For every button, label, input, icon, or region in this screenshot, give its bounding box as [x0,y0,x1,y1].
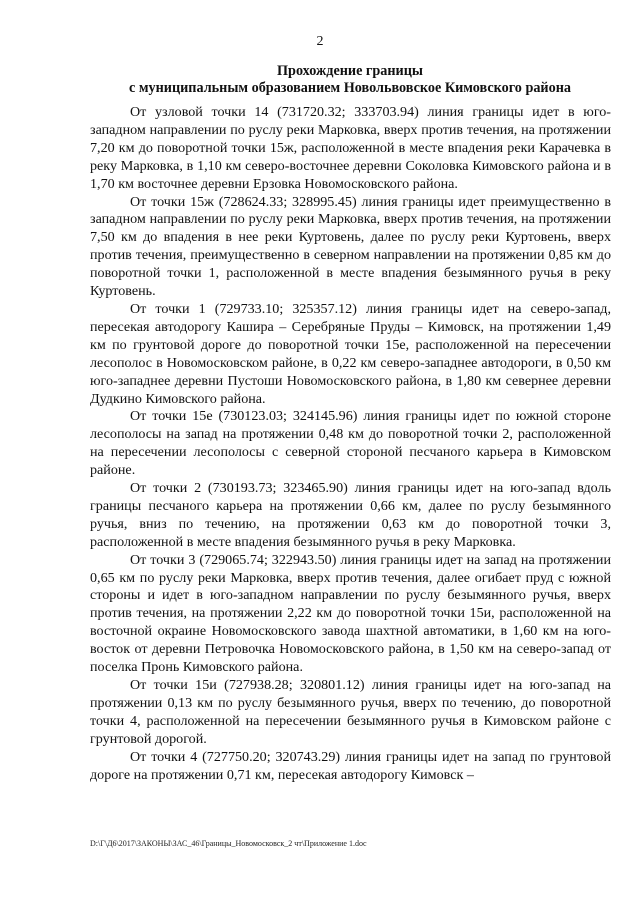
paragraph-point-4: От точки 4 (727750.20; 320743.29) линия границы идет на запад по грунтовой дороге на протяжении 0,71 км, пересекая автодорогу Кимовск – [90,748,611,783]
section-title [90,63,610,97]
paragraph-point-15zh: От точки 15ж (728624.33; 328995.45) линия границы идет преимущественно в западном направлении по руслу реки Марковка, вверх против течения, на протяжении 7,50 км до впадения в нее реки Куртовень, далее по руслу реки Куртовень, вверх против течения, преимущественно в северном направлении на протяжении 0,85 км до поворотной точки 1, расположенной в месте впадения безымянного ручья в реку Куртовень. [90,193,611,300]
page-number: 2 [316,34,324,49]
title-line-1: Прохождение границы [277,63,423,79]
paragraph-point-1: От точки 1 (729733.10; 325357.12) линия границы идет на северо-запад, пересекая автодорогу Кашира – Серебряные Пруды – Кимовск, на протяжении 1,49 км по грунтовой дороге до поворотной точки 15е, расположенной на пересечении лесополос в Новомосковском районе, в 0,22 км северо-западнее автодороги, в 0,50 км юго-западнее деревни Пустоши Новомосковского района, в 1,80 км севернее деревни Дудкино Кимовского района. [90,300,611,407]
title-line-2: с муниципальным образованием Новольвовское Кимовского района [129,80,571,96]
footer-file-path: D:\Г\Д6\2017\ЗАКОНЫ\ЗАС_46\Границы_Новомосковск_2 чт\Приложение 1.doc [90,839,367,848]
paragraph-point-3: От точки 3 (729065.74; 322943.50) линия границы идет на запад на протяжении 0,65 км по руслу реки Марковка, вверх против течения, далее огибает пруд с южной стороны и идет в юго-западном направлении по руслу безымянного ручья, вверх против течения, на протяжении 2,22 км до поворотной точки 15и, расположенной на восточной окраине Новомосковского завода шахтной автоматики, в 1,60 км на юго-восток от деревни Петровочка Новомосковского района, в 1,50 км на северо-запад от поселка Пронь Кимовского района. [90,551,611,676]
paragraph-point-15i: От точки 15и (727938.28; 320801.12) линия границы идет на юго-запад на протяжении 0,13 км по руслу безымянного ручья, вверх по течению, до поворотной точки 4, расположенной на пересечении безымянного ручья в Кимовском районе с грунтовой дорогой. [90,677,611,747]
paragraph-point-15e: От точки 15е (730123.03; 324145.96) линия границы идет по южной стороне лесополосы на запад на протяжении 0,48 км до поворотной точки 2, расположенной на пересечении лесополосы с северной стороной песчаного карьера в Кимовском районе. [90,408,611,479]
paragraph-point-14: От узловой точки 14 (731720.32; 333703.94) линия границы идет в юго-западном направлении по руслу реки Марковка, вверх против течения, на протяжении 7,20 км до поворотной точки 15ж, расположенной в месте впадения реки Карачевка в реку Марковка, в 1,10 км северо-восточнее деревни Соколовка Кимовского района и в 1,70 км восточнее деревни Ерзовка Новомосковского района. [90,104,611,192]
document-body [90,104,611,784]
paragraph-point-2: От точки 2 (730193.73; 323465.90) линия границы идет на юго-запад вдоль границы песчаного карьера на протяжении 0,66 км, далее по руслу безымянного ручья, вниз по течению, на протяжении 0,63 км до поворотной точки 3, расположенной в месте впадения безымянного ручья в реку Марковка. [90,480,611,550]
